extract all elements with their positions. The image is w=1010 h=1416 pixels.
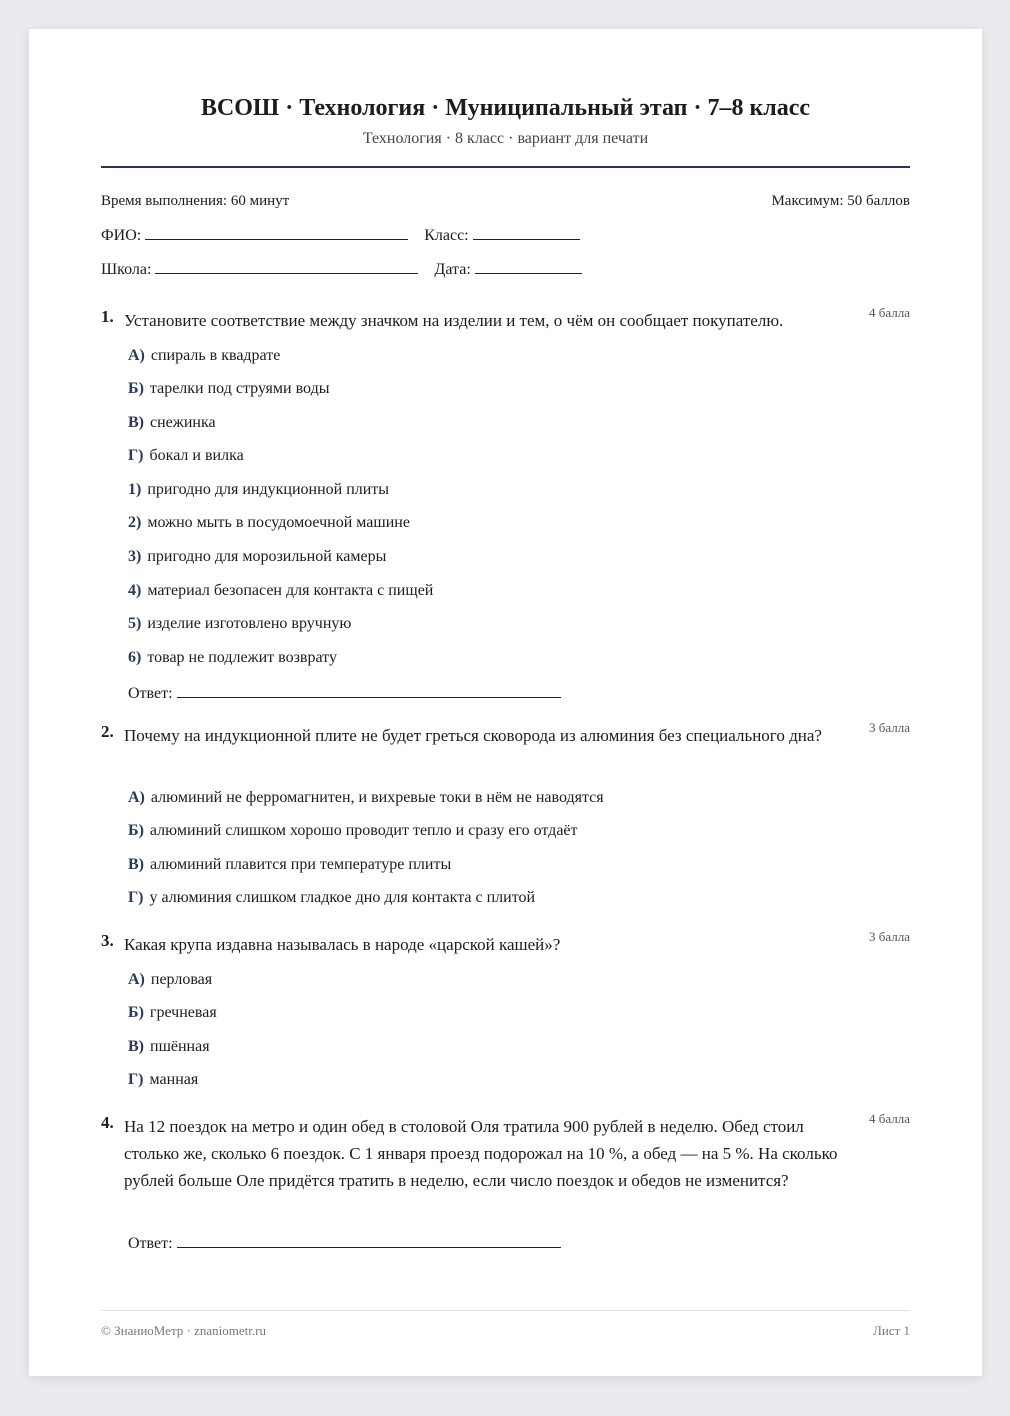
question-points: 3 балла (869, 929, 910, 944)
option[interactable] (128, 548, 386, 566)
option-label: Г) (128, 447, 144, 464)
option-text: алюминий не ферромагнитен, и вихревые токи в нём не наводятся (150, 789, 604, 806)
question-points: 4 балла (869, 1111, 910, 1126)
date-label: Дата: (434, 261, 471, 278)
option-text: изделие изготовлено вручную (147, 615, 352, 632)
option-text: алюминий слишком хорошо проводит тепло и сразу его отдаёт (149, 822, 578, 839)
answer-label: Ответ: (128, 1235, 173, 1252)
option-text: спираль в квадрате (150, 347, 281, 364)
fio-field[interactable] (145, 225, 408, 240)
option[interactable] (128, 1071, 198, 1089)
option[interactable] (128, 615, 351, 633)
answer-field[interactable] (177, 1233, 561, 1248)
option-text: перловая (150, 971, 213, 988)
option-text: манная (149, 1071, 199, 1088)
option-text: можно мыть в посудомоечной машине (147, 514, 410, 531)
option[interactable] (128, 649, 337, 667)
option-text: пригодно для морозильной камеры (147, 548, 387, 565)
option[interactable] (128, 1004, 217, 1022)
option-label: А) (128, 789, 145, 806)
option[interactable] (128, 789, 604, 807)
answer-field[interactable] (177, 683, 561, 698)
option-label: 6) (128, 649, 142, 666)
option-text: бокал и вилка (149, 447, 244, 464)
option-label: Б) (128, 1004, 144, 1021)
footer-copyright: © ЗнаниоМетр · znaniometr.ru (101, 1323, 266, 1338)
fio-label: ФИО: (101, 227, 142, 244)
option[interactable] (128, 1038, 210, 1056)
option[interactable] (128, 971, 212, 989)
footer-divider (101, 1310, 910, 1311)
option[interactable] (128, 447, 244, 465)
question-number: 4. (101, 1113, 114, 1132)
page-sheet (29, 29, 982, 1376)
question-text: Установите соответствие между значком на изделии и тем, о чём он сообщает покупателю. (124, 311, 784, 330)
question-text: На 12 поездок на метро и один обед в столовой Оля тратила 900 рублей в неделю. Обед стоил столько же, сколько 6 поездок. С 1 января проезд подорожал на 10 %, а обед — на 5 %. На сколько рублей больше Оле придётся тратить в неделю, если число поездок и обедов не изменится? (124, 1117, 838, 1190)
option[interactable] (128, 414, 216, 432)
option-label: 3) (128, 548, 142, 565)
option-text: алюминий плавится при температуре плиты (150, 856, 452, 873)
page-subtitle: Технология · 8 класс · вариант для печати (362, 130, 649, 147)
page-title: ВСОШ · Технология · Муниципальный этап · 7–8 класс (200, 95, 811, 121)
option-label: 5) (128, 615, 142, 632)
question-text: Почему на индукционной плите не будет греться сковорода из алюминия без специального дна? (124, 726, 822, 745)
school-field[interactable] (155, 259, 418, 274)
option[interactable] (128, 889, 535, 907)
option-text: материал безопасен для контакта с пищей (147, 582, 434, 599)
option-label: Г) (128, 1071, 144, 1088)
option-text: тарелки под струями воды (149, 380, 330, 397)
option-text: у алюминия слишком гладкое дно для контакта с плитой (149, 889, 536, 906)
option-text: пригодно для индукционной плиты (147, 481, 390, 498)
option[interactable] (128, 582, 433, 600)
field-row-1 (101, 225, 580, 245)
option-text: снежинка (150, 414, 216, 431)
max-score: Максимум: 50 баллов (771, 193, 910, 209)
option[interactable] (128, 514, 410, 532)
option[interactable] (128, 856, 451, 874)
answer-row (128, 683, 561, 703)
time-limit: Время выполнения: 60 минут (101, 193, 290, 209)
option-label: Б) (128, 822, 144, 839)
option[interactable] (128, 481, 389, 499)
option-label: 2) (128, 514, 142, 531)
footer-page-number: Лист 1 (873, 1323, 910, 1338)
option[interactable] (128, 380, 329, 398)
question-number: 1. (101, 307, 114, 326)
option-label: 4) (128, 582, 142, 599)
option-label: В) (128, 1038, 144, 1055)
option[interactable] (128, 347, 280, 365)
option-label: В) (128, 856, 144, 873)
school-label: Школа: (101, 261, 152, 278)
option-label: В) (128, 414, 144, 431)
option-text: гречневая (149, 1004, 217, 1021)
option[interactable] (128, 822, 578, 840)
question-number: 2. (101, 722, 114, 741)
page-content (101, 29, 910, 1376)
field-row-2 (101, 259, 582, 279)
option-label: Г) (128, 889, 144, 906)
answer-row (128, 1233, 561, 1253)
option-text: товар не подлежит возврату (147, 649, 337, 666)
class-field[interactable] (473, 225, 580, 240)
class-label: Класс: (424, 227, 469, 244)
question-text: Какая крупа издавна называлась в народе «царской кашей»? (124, 935, 561, 954)
option-label: А) (128, 347, 145, 364)
option-label: А) (128, 971, 145, 988)
header-divider (101, 166, 910, 168)
option-label: 1) (128, 481, 142, 498)
question-number: 3. (101, 931, 114, 950)
option-text: пшённая (150, 1038, 210, 1055)
question-points: 3 балла (869, 720, 910, 735)
question-points: 4 балла (869, 305, 910, 320)
date-field[interactable] (475, 259, 582, 274)
answer-label: Ответ: (128, 685, 173, 702)
option-label: Б) (128, 380, 144, 397)
